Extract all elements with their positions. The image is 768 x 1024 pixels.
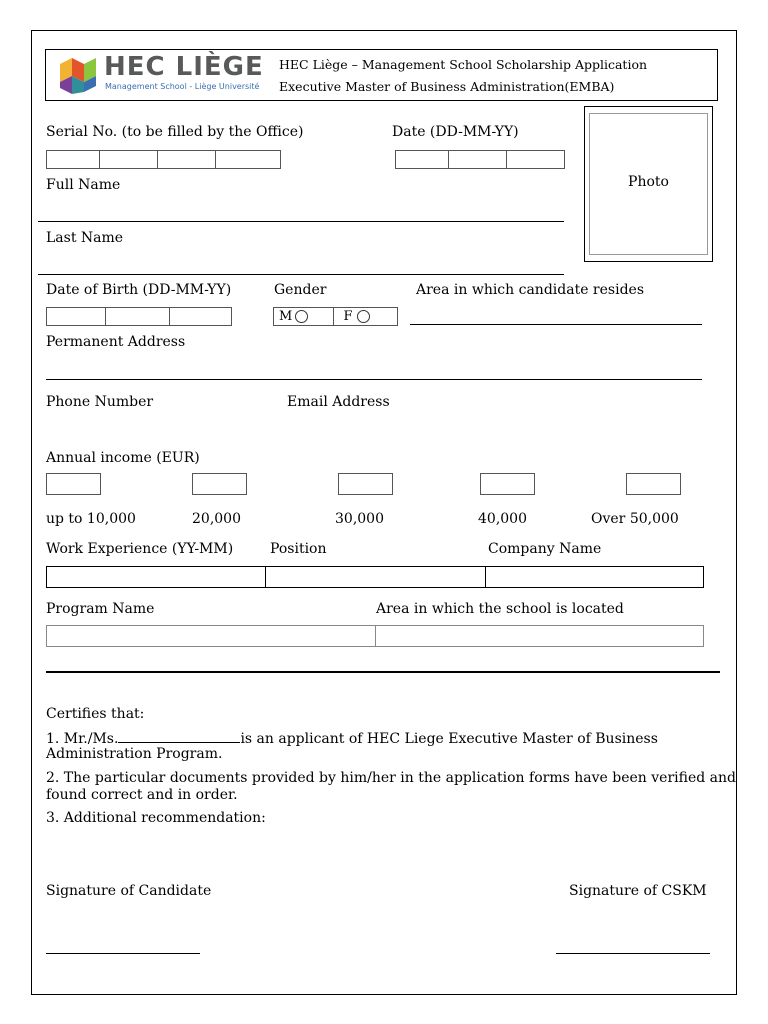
company-label: Company Name: [488, 541, 602, 557]
phone-label: Phone Number: [46, 394, 154, 410]
header-title-line1: HEC Liège – Management School Scholarship Application: [279, 57, 648, 72]
certify-item-1-cont: Administration Program.: [46, 746, 223, 762]
income-checkbox-5[interactable]: [626, 473, 681, 495]
work-experience-row: [46, 566, 704, 588]
header-title-line2: Executive Master of Business Administration(EMBA): [279, 79, 615, 94]
gender-option-m[interactable]: [274, 308, 333, 325]
form-header: [45, 49, 718, 101]
certify-item-2-line1: 2. The particular documents provided by him/her in the application forms have been verified and: [46, 770, 736, 786]
date-label: Date (DD-MM-YY): [392, 124, 519, 140]
applicant-name-blank[interactable]: [118, 730, 240, 743]
income-option-label: Over 50,000: [591, 511, 679, 527]
gender-selector: [273, 307, 398, 326]
school-area-field[interactable]: [376, 626, 703, 646]
photo-label: Photo: [628, 174, 669, 190]
position-label: Position: [270, 541, 327, 557]
signature-cskm-line[interactable]: [556, 953, 710, 954]
certify-item-1-suffix: is an applicant of HEC Liege Executive Master of Business: [240, 731, 658, 747]
gender-option-f[interactable]: [333, 308, 398, 325]
dob-label: Date of Birth (DD-MM-YY): [46, 282, 232, 298]
permanent-address-label: Permanent Address: [46, 334, 186, 350]
certify-item-1: [46, 730, 658, 747]
income-option-label: 30,000: [335, 511, 384, 527]
hec-logo-mark-icon: [58, 56, 98, 96]
logo-wordmark: HEC LIÈGE: [104, 52, 264, 82]
income-option-label: 40,000: [478, 511, 527, 527]
income-checkbox-1[interactable]: [46, 473, 101, 495]
program-field[interactable]: [47, 626, 376, 646]
program-row: [46, 625, 704, 647]
certify-item-2-line2: found correct and in order.: [46, 787, 238, 803]
certify-item-1-prefix: 1. Mr./Ms.: [46, 731, 119, 747]
full-name-label: Full Name: [46, 177, 121, 193]
income-option-label: up to 10,000: [46, 511, 136, 527]
area-resides-line[interactable]: [410, 324, 702, 325]
annual-income-label: Annual income (EUR): [46, 450, 200, 466]
gender-m-radio-icon[interactable]: [295, 310, 308, 323]
signature-cskm-label: Signature of CSKM: [569, 883, 707, 899]
serial-no-label: Serial No. (to be filled by the Office): [46, 124, 304, 140]
certifies-heading: Certifies that:: [46, 706, 145, 722]
program-label: Program Name: [46, 601, 155, 617]
income-checkbox-4[interactable]: [480, 473, 535, 495]
permanent-address-line[interactable]: [46, 379, 702, 380]
last-name-line[interactable]: [38, 274, 564, 275]
position-field[interactable]: [266, 567, 486, 587]
photo-box[interactable]: [584, 106, 713, 262]
gender-label: Gender: [274, 282, 327, 298]
area-resides-label: Area in which candidate resides: [416, 282, 644, 298]
email-label: Email Address: [287, 394, 390, 410]
school-area-label: Area in which the school is located: [376, 601, 624, 617]
section-divider: [46, 671, 720, 673]
logo-subtitle: Management School - Liège Université: [105, 82, 260, 91]
income-checkbox-3[interactable]: [338, 473, 393, 495]
date-boxes[interactable]: [395, 150, 565, 169]
last-name-label: Last Name: [46, 230, 124, 246]
certify-item-3: 3. Additional recommendation:: [46, 810, 266, 826]
income-checkbox-2[interactable]: [192, 473, 247, 495]
income-option-label: 20,000: [192, 511, 241, 527]
work-experience-label: Work Experience (YY-MM): [46, 541, 234, 557]
company-field[interactable]: [486, 567, 703, 587]
signature-candidate-line[interactable]: [46, 953, 200, 954]
serial-no-boxes[interactable]: [46, 150, 281, 169]
gender-f-label: F: [343, 309, 353, 324]
work-experience-field[interactable]: [47, 567, 266, 587]
gender-f-radio-icon[interactable]: [357, 310, 370, 323]
signature-candidate-label: Signature of Candidate: [46, 883, 212, 899]
full-name-line[interactable]: [38, 221, 564, 222]
gender-m-label: M: [279, 309, 293, 324]
dob-boxes[interactable]: [46, 307, 232, 326]
